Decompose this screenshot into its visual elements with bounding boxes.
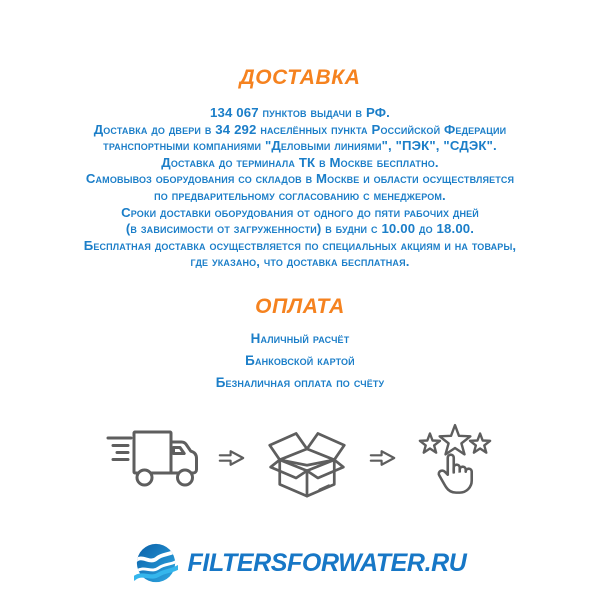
payment-text-block [0, 328, 600, 394]
logo-text: FILTERSFORWATER.RU [187, 549, 467, 578]
delivery-text-line: Самовывоз оборудования со складов в Москве и области осуществляется [85, 171, 515, 187]
delivery-text-line: Бесплатная доставка осуществляется по специальных акциям и на товары, [83, 237, 517, 253]
delivery-truck-icon [106, 427, 198, 489]
payment-text-line: Безналичная оплата по счёту [215, 374, 385, 390]
delivery-text-line: по предварительному согласованию с менеджером. [154, 187, 446, 203]
payment-text-line: Наличный расчёт [250, 330, 350, 346]
payment-section-title: ОПЛАТА [255, 294, 345, 318]
delivery-text-line: Доставка до двери в 34 292 населённых пункта Российской Федерации [93, 121, 507, 137]
open-box-icon [265, 418, 349, 498]
footer-logo [0, 542, 600, 586]
delivery-text-block [0, 105, 600, 271]
delivery-text-line: транспортными компаниями "Деловыми линиями", "ПЭК", "СДЭК". [103, 138, 497, 154]
rating-stars-hand-icon [416, 416, 494, 500]
delivery-process-icons [0, 416, 600, 500]
arrow-right-icon [369, 448, 396, 468]
water-wave-logo-icon [134, 542, 178, 586]
delivery-text-line: Доставка до терминала ТК в Москве бесплатно. [161, 154, 439, 170]
delivery-text-line: где указано, что доставка бесплатная. [190, 254, 410, 270]
delivery-text-line: Сроки доставки оборудования от одного до пяти рабочих дней [121, 204, 479, 220]
payment-text-line: Банковской картой [245, 352, 355, 368]
arrow-right-icon [218, 448, 245, 468]
delivery-section-title: ДОСТАВКА [239, 66, 361, 89]
delivery-text-line: (в зависимости от загруженности) в будни с 10.00 до 18.00. [125, 221, 475, 237]
delivery-text-line: 134 067 пунктов выдачи в РФ. [210, 105, 390, 120]
